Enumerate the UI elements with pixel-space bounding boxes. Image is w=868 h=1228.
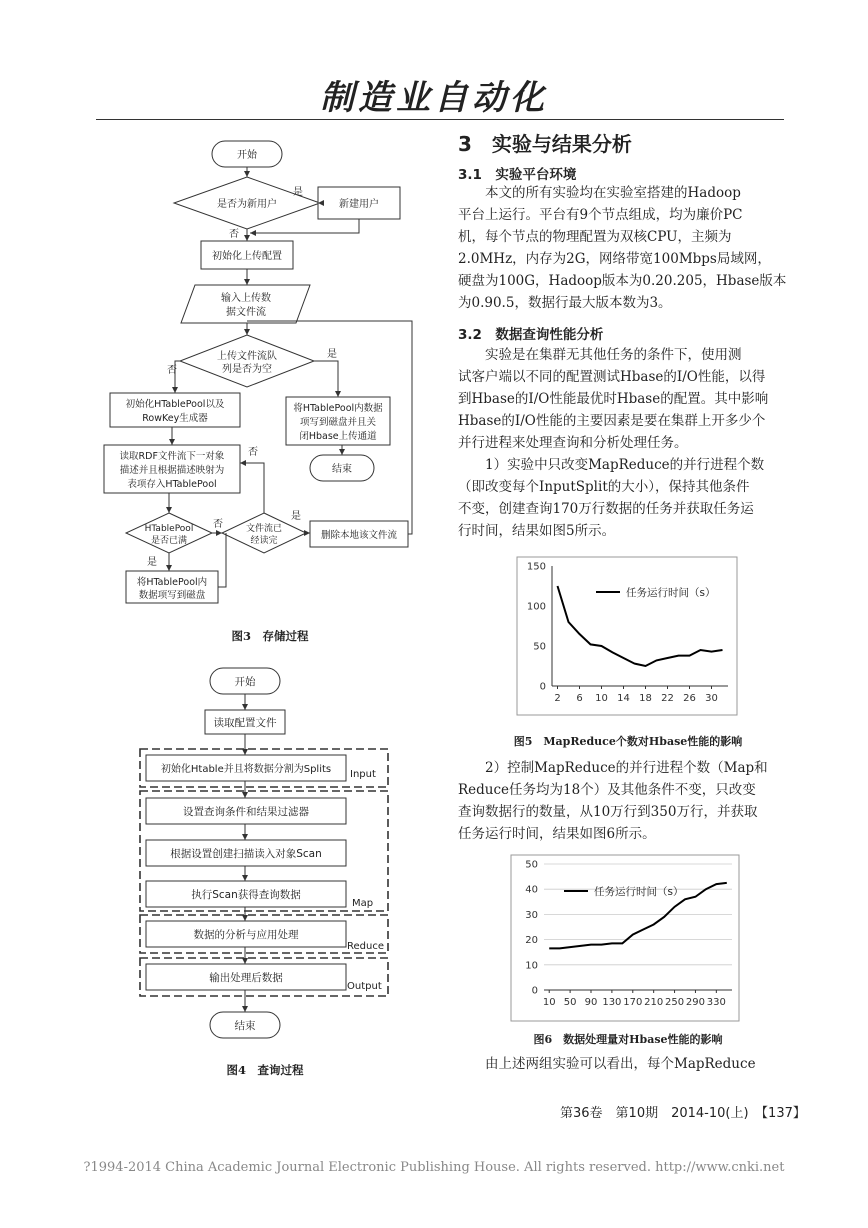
fig3-write-disk-l2: 数据项写到磁盘 bbox=[138, 590, 206, 601]
fig4-group-map: Map bbox=[352, 898, 374, 909]
s32-line: 并行进程来处理查询和分析处理任务。 bbox=[458, 435, 688, 451]
fig3-end-text: 结束 bbox=[332, 464, 352, 475]
s31-line: 机，每个节点的物理配置为双核CPU，主频为 bbox=[458, 229, 732, 245]
fig3-close-l3: 闭Hbase上传通道 bbox=[299, 431, 377, 442]
copyright-notice: ?1994-2014 China Academic Journal Electronic Publishing House. All rights reserved. http://www.cnki.net bbox=[83, 1160, 785, 1175]
y-tick-label: 50 bbox=[533, 641, 546, 653]
s31-line: 本文的所有实验均在实验室搭建的Hadoop bbox=[458, 185, 741, 201]
x-tick-label: 2 bbox=[554, 693, 561, 704]
fig3-pool-full-l2: 是否已满 bbox=[150, 536, 188, 546]
section-32-title: 3.2 数据查询性能分析 bbox=[458, 327, 604, 343]
s31-line: 硬盘为100G，Hadoop版本为0.20.205，Hbase版本 bbox=[458, 273, 787, 289]
fig4-group-reduce: Reduce bbox=[347, 941, 384, 952]
mid-line: 任务运行时间，结果如图6所示。 bbox=[458, 826, 656, 842]
fig3-queue-l2: 列是否为空 bbox=[222, 364, 272, 375]
mid-line: 查询数据行的数量，从10万行到350万行，并获取 bbox=[458, 804, 758, 820]
y-tick-label: 0 bbox=[531, 985, 538, 997]
fig3-rdf-l3: 表项存入HTablePool bbox=[127, 479, 217, 490]
fig4-start-text: 开始 bbox=[234, 676, 256, 688]
x-tick-label: 50 bbox=[563, 997, 577, 1008]
journal-title: 制造业自动化 bbox=[320, 78, 548, 118]
x-tick-label: 290 bbox=[685, 997, 705, 1008]
fig3-rdf-l1: 读取RDF文件流下一对象 bbox=[119, 451, 225, 462]
fig5-caption: 图5 MapReduce个数对Hbase性能的影响 bbox=[513, 735, 743, 748]
y-tick-label: 20 bbox=[525, 935, 538, 947]
x-tick-label: 18 bbox=[639, 693, 652, 704]
fig3-input-l2: 据文件流 bbox=[226, 307, 266, 318]
fig3-init-pool-l2: RowKey生成器 bbox=[142, 413, 208, 424]
fig4-flowchart bbox=[130, 662, 400, 1042]
fig3-delete-text: 删除本地该文件流 bbox=[320, 530, 398, 541]
fig3-label-no-2: 否 bbox=[167, 365, 177, 376]
fig4-caption: 图4 查询过程 bbox=[226, 1063, 304, 1077]
fig3-label-yes-1: 是 bbox=[293, 187, 303, 198]
s32-line: 不变，创建查询170万行数据的任务并获取任务运 bbox=[458, 501, 754, 517]
fig5-chart bbox=[516, 556, 738, 716]
s31-line: 为0.90.5，数据行最大版本数为3。 bbox=[458, 295, 672, 311]
s32-line: 1）实验中只改变MapReduce的并行进程个数 bbox=[458, 457, 765, 473]
s32-line: 行时间，结果如图5所示。 bbox=[458, 523, 616, 539]
s31-line: 2.0MHz，内存为2G，网络带宽100Mbps局域网， bbox=[458, 251, 771, 267]
fig4-group-output: Output bbox=[347, 981, 382, 992]
y-tick-label: 10 bbox=[525, 960, 538, 972]
fig4-set-query-text: 设置查询条件和结果过滤器 bbox=[183, 806, 309, 818]
fig3-write-disk-l1: 将HTablePool内 bbox=[136, 577, 208, 588]
x-tick-label: 30 bbox=[705, 693, 718, 704]
fig4-init-htable-text: 初始化Htable并且将数据分割为Splits bbox=[160, 764, 332, 775]
mid-line: 2）控制MapReduce的并行进程个数（Map和 bbox=[458, 760, 768, 776]
x-tick-label: 6 bbox=[576, 693, 583, 704]
s31-line: 平台上运行。平台有9个节点组成，均为廉价PC bbox=[458, 207, 743, 223]
page-footer: 第36卷 第10期 2014-10(上) 【137】 bbox=[560, 1106, 806, 1121]
fig3-flowchart bbox=[100, 135, 440, 630]
fig3-start-text: 开始 bbox=[237, 150, 257, 161]
y-tick-label: 150 bbox=[526, 561, 546, 573]
last-line: 由上述两组实验可以看出，每个MapReduce bbox=[458, 1056, 756, 1072]
fig3-close-l1: 将HTablePool内数据 bbox=[293, 403, 383, 414]
y-tick-label: 100 bbox=[526, 601, 546, 613]
fig3-stream-done-l1: 文件流已 bbox=[245, 524, 283, 534]
mid-line: Reduce任务均为18个）及其他条件不变，只改变 bbox=[458, 782, 756, 798]
fig4-output-text: 输出处理后数据 bbox=[209, 972, 283, 984]
x-tick-label: 130 bbox=[602, 997, 622, 1008]
fig3-stream-done-l2: 经读完 bbox=[250, 536, 278, 546]
fig4-read-config-text: 读取配置文件 bbox=[213, 717, 277, 729]
y-tick-label: 30 bbox=[525, 909, 538, 921]
fig3-new-user-q: 是否为新用户 bbox=[217, 199, 277, 210]
s32-line: Hbase的I/O性能的主要因素是要在集群上开多少个 bbox=[458, 413, 766, 429]
fig3-queue-l1: 上传文件流队 bbox=[217, 351, 277, 362]
fig3-new-user-text: 新建用户 bbox=[339, 199, 379, 210]
fig3-close-l2: 项写到磁盘并且关 bbox=[299, 417, 377, 428]
legend-label: 任务运行时间（s） bbox=[626, 587, 716, 599]
x-tick-label: 10 bbox=[542, 997, 556, 1008]
fig4-exec-scan-text: 执行Scan获得查询数据 bbox=[191, 889, 301, 901]
legend-label: 任务运行时间（s） bbox=[594, 886, 684, 898]
fig3-rdf-l2: 描述并且根据描述映射为 bbox=[119, 465, 225, 476]
x-tick-label: 170 bbox=[623, 997, 643, 1008]
fig4-create-scan-text: 根据设置创建扫描读入对象Scan bbox=[170, 848, 322, 860]
fig6-caption: 图6 数据处理量对Hbase性能的影响 bbox=[533, 1033, 723, 1046]
x-tick-label: 22 bbox=[661, 693, 674, 704]
x-tick-label: 26 bbox=[683, 693, 696, 704]
fig3-caption: 图3 存储过程 bbox=[231, 629, 309, 643]
fig4-end-text: 结束 bbox=[234, 1020, 256, 1032]
section-31-title: 3.1 实验平台环境 bbox=[458, 167, 577, 183]
x-tick-label: 210 bbox=[644, 997, 664, 1008]
section-3-title: 3 实验与结果分析 bbox=[458, 132, 632, 156]
fig6-chart bbox=[510, 854, 740, 1022]
s32-line: 到Hbase的I/O性能最优时Hbase的配置。其中影响 bbox=[458, 391, 769, 407]
x-tick-label: 14 bbox=[617, 693, 630, 704]
chart-frame bbox=[517, 557, 737, 715]
s32-line: 实验是在集群无其他任务的条件下，使用测 bbox=[458, 347, 742, 363]
fig3-label-yes-4: 是 bbox=[147, 557, 157, 568]
s32-line: 试客户端以不同的配置测试Hbase的I/O性能，以得 bbox=[458, 369, 766, 385]
x-tick-label: 10 bbox=[595, 693, 608, 704]
x-tick-label: 90 bbox=[584, 997, 598, 1008]
y-tick-label: 0 bbox=[539, 681, 546, 693]
section-32-body-2 bbox=[458, 757, 798, 845]
x-tick-label: 250 bbox=[665, 997, 685, 1008]
fig3-init-upload-text: 初始化上传配置 bbox=[212, 251, 282, 262]
y-tick-label: 40 bbox=[525, 884, 538, 896]
fig3-input-l1: 输入上传数 bbox=[221, 293, 271, 304]
fig3-label-no-3: 否 bbox=[248, 447, 258, 458]
s32-line: （即改变每个InputSplit的大小），保持其他条件 bbox=[458, 479, 750, 495]
fig4-analyze-text: 数据的分析与应用处理 bbox=[193, 929, 299, 941]
x-tick-label: 330 bbox=[706, 997, 726, 1008]
section-31-body bbox=[458, 182, 798, 314]
fig3-label-no-4: 否 bbox=[213, 519, 223, 530]
y-tick-label: 50 bbox=[525, 859, 538, 871]
fig4-group-input: Input bbox=[350, 769, 376, 780]
fig3-pool-full-l1: HTablePool bbox=[144, 524, 194, 534]
fig3-label-no-1: 否 bbox=[229, 229, 239, 240]
fig3-label-yes-3: 是 bbox=[291, 511, 301, 522]
fig3-label-yes-2: 是 bbox=[327, 349, 337, 360]
section-32-body bbox=[458, 344, 798, 542]
fig3-init-pool-l1: 初始化HTablePool以及 bbox=[125, 399, 225, 410]
header-rule bbox=[96, 119, 784, 120]
